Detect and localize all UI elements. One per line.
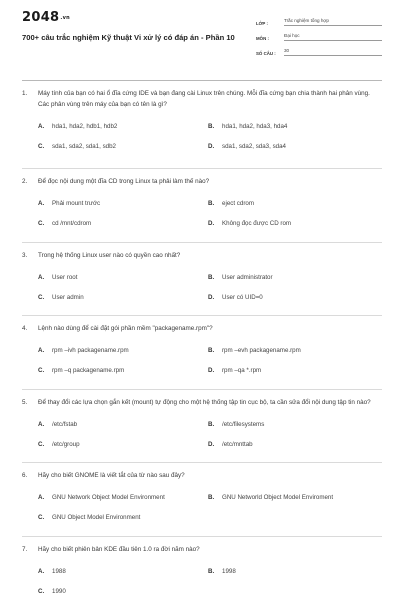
document-header [22, 10, 382, 70]
question-line [22, 251, 378, 262]
answer-key: B. [208, 567, 215, 575]
answer-row [38, 267, 378, 287]
answer-option[interactable] [38, 367, 208, 374]
answer-text: 1990 [52, 587, 66, 595]
answer-option[interactable] [38, 200, 208, 207]
meta-row-subject [256, 29, 382, 41]
answer-row [38, 488, 378, 508]
answer-option[interactable] [208, 568, 378, 575]
question-text: Trong hệ thống Linux user nào có quyền cao nhất? [38, 251, 181, 259]
answer-row [38, 214, 378, 234]
answer-row [38, 434, 378, 454]
meta-label: SỐ CÂU : [256, 51, 276, 56]
answer-key: D. [208, 367, 215, 374]
question-item [22, 537, 382, 600]
answer-key: C. [38, 587, 45, 595]
answer-row [38, 508, 378, 528]
answer-text: GNU Networld Object Model Enviroment [222, 494, 334, 501]
meta-value: 30 [284, 48, 382, 56]
answer-key: A. [38, 200, 45, 207]
answer-key: B. [208, 420, 215, 428]
meta-value: Đại học [284, 33, 382, 41]
answer-row [38, 361, 378, 381]
answer-text: 1988 [52, 567, 66, 575]
answer-key: A. [38, 273, 45, 281]
answer-options [22, 194, 378, 234]
answer-text: GNU Network Object Model Environment [52, 494, 165, 501]
question-text: Để thay đổi các lựa chọn gắn kết (mount) tự động cho một hệ thống tập tin cục bộ, ta cần sửa đổi nội dung tập tin nào? [38, 398, 371, 406]
question-number: 5. [22, 398, 28, 406]
question-list [22, 89, 382, 600]
answer-text: hda1, hda2, hda3, hda4 [222, 122, 288, 130]
question-line [22, 324, 378, 335]
answer-text: hda1, hda2, hdb1, hdb2 [52, 122, 118, 130]
answer-text: rpm –qa *.rpm [222, 367, 262, 374]
answer-option[interactable] [208, 367, 378, 374]
answer-key: D. [208, 293, 215, 301]
answer-key: B. [208, 273, 215, 281]
answer-key: B. [208, 494, 215, 501]
answer-text: sda1, sda2, sda1, sdb2 [52, 142, 116, 150]
header-left [22, 10, 252, 43]
answer-option[interactable] [208, 421, 378, 428]
answer-options [22, 267, 378, 307]
meta-label: MÔN : [256, 36, 269, 41]
question-text: Để đọc nội dung một đĩa CD trong Linux ta phải làm thế nào? [38, 178, 210, 185]
header-divider [22, 80, 382, 81]
answer-text: rpm –q packagename.rpm [52, 367, 125, 374]
question-item [22, 169, 382, 243]
answer-options [22, 414, 378, 454]
question-number: 2. [22, 178, 28, 185]
answer-text: rpm –ivh packagename.rpm [52, 347, 129, 354]
answer-option[interactable] [38, 568, 208, 575]
question-number: 7. [22, 545, 28, 553]
answer-text: User admin [52, 293, 84, 301]
question-item [22, 390, 382, 464]
answer-option[interactable] [38, 143, 208, 150]
answer-options [22, 488, 378, 528]
answer-text: /etc/mnttab [222, 440, 253, 448]
question-number: 3. [22, 251, 28, 259]
answer-option[interactable] [38, 421, 208, 428]
question-line [22, 471, 378, 482]
answer-option[interactable] [208, 441, 378, 448]
question-text: Máy tính của bạn có hai ổ đĩa cứng IDE và bạn đang cài Linux trên chúng. Mỗi đĩa cứng bạn chia thành hai phân vùng. Các phân vùng trên máy của bạn có tên là gì? [38, 90, 370, 108]
question-number: 1. [22, 90, 28, 97]
question-item [22, 243, 382, 317]
answer-key: D. [208, 142, 215, 150]
answer-option[interactable] [208, 347, 378, 354]
question-text: Lệnh nào dùng để cài đặt gói phần mềm "packagename.rpm"? [38, 325, 213, 332]
question-item [22, 89, 382, 169]
answer-text: User root [52, 273, 78, 281]
question-line [22, 177, 378, 188]
answer-text: eject cdrom [222, 200, 254, 207]
question-number: 6. [22, 472, 28, 479]
meta-row-count [256, 44, 382, 56]
answer-text: GNU Object Model Environment [52, 514, 141, 521]
answer-text: User administrator [222, 273, 273, 281]
answer-options [22, 561, 378, 600]
answer-option[interactable] [38, 294, 208, 301]
answer-option[interactable] [38, 220, 208, 227]
answer-text: /etc/filesystems [222, 420, 265, 428]
answer-option[interactable] [208, 494, 378, 501]
question-line [22, 545, 378, 556]
answer-row [38, 136, 378, 156]
answer-key: C. [38, 367, 45, 374]
answer-text: 1998 [222, 567, 236, 575]
answer-key: C. [38, 440, 45, 448]
answer-options [22, 116, 378, 156]
answer-option[interactable] [208, 200, 378, 207]
answer-key: D. [208, 220, 215, 227]
answer-option[interactable] [208, 123, 378, 130]
answer-key: C. [38, 220, 45, 227]
answer-row [38, 287, 378, 307]
document-meta [256, 14, 382, 59]
answer-option[interactable] [38, 274, 208, 281]
question-item [22, 463, 382, 537]
answer-option[interactable] [208, 143, 378, 150]
answer-text: rpm –evh packagename.rpm [222, 347, 301, 354]
answer-row [38, 194, 378, 214]
logo-main: 2048 [22, 10, 60, 25]
answer-key: B. [208, 200, 215, 207]
answer-key: A. [38, 494, 45, 501]
answer-text: sda1, sda2, sda3, sda4 [222, 142, 286, 150]
answer-option[interactable] [208, 274, 378, 281]
question-line [22, 398, 378, 409]
answer-key: D. [208, 440, 215, 448]
answer-text: /etc/group [52, 440, 80, 448]
question-text: Hãy cho biết phiên bản KDE đầu tiên 1.0 ra đời năm nào? [38, 545, 200, 553]
answer-text: User có UID=0 [222, 293, 263, 301]
answer-key: A. [38, 420, 45, 428]
answer-option[interactable] [208, 294, 378, 301]
answer-option[interactable] [38, 441, 208, 448]
answer-option[interactable] [208, 220, 378, 227]
answer-text: Phải mount trước [52, 200, 101, 207]
answer-row [38, 581, 378, 600]
question-text: Hãy cho biết GNOME là viết tắt của từ nào sau đây? [38, 472, 185, 479]
answer-key: A. [38, 347, 45, 354]
answer-row [38, 341, 378, 361]
meta-label: LỚP : [256, 21, 268, 26]
answer-option[interactable] [38, 588, 210, 595]
answer-text: cd /mnt/cdrom [52, 220, 92, 227]
answer-row [38, 561, 378, 581]
answer-options [22, 341, 378, 381]
answer-key: C. [38, 514, 45, 521]
answer-row [38, 116, 378, 136]
meta-value: Trắc nghiệm tổng hợp [284, 18, 382, 26]
question-line [22, 89, 378, 110]
answer-row [38, 414, 378, 434]
answer-text: Không đọc được CD rom [222, 220, 292, 227]
answer-key: C. [38, 293, 45, 301]
question-item [22, 316, 382, 390]
answer-key: B. [208, 347, 215, 354]
document-title: 700+ câu trắc nghiệm Kỹ thuật Vi xử lý có đáp án - Phần 10 [22, 33, 235, 42]
site-logo[interactable] [22, 10, 252, 25]
answer-key: C. [38, 142, 45, 150]
answer-key: A. [38, 122, 45, 130]
answer-text: /etc/fstab [52, 420, 78, 428]
meta-row-class [256, 14, 382, 26]
answer-key: A. [38, 567, 45, 575]
answer-key: B. [208, 122, 215, 130]
answer-option[interactable] [38, 494, 208, 501]
answer-option[interactable] [38, 123, 208, 130]
logo-domain: .vn [60, 14, 71, 21]
answer-option[interactable] [38, 347, 208, 354]
question-number: 4. [22, 325, 28, 332]
answer-option[interactable] [38, 514, 210, 521]
